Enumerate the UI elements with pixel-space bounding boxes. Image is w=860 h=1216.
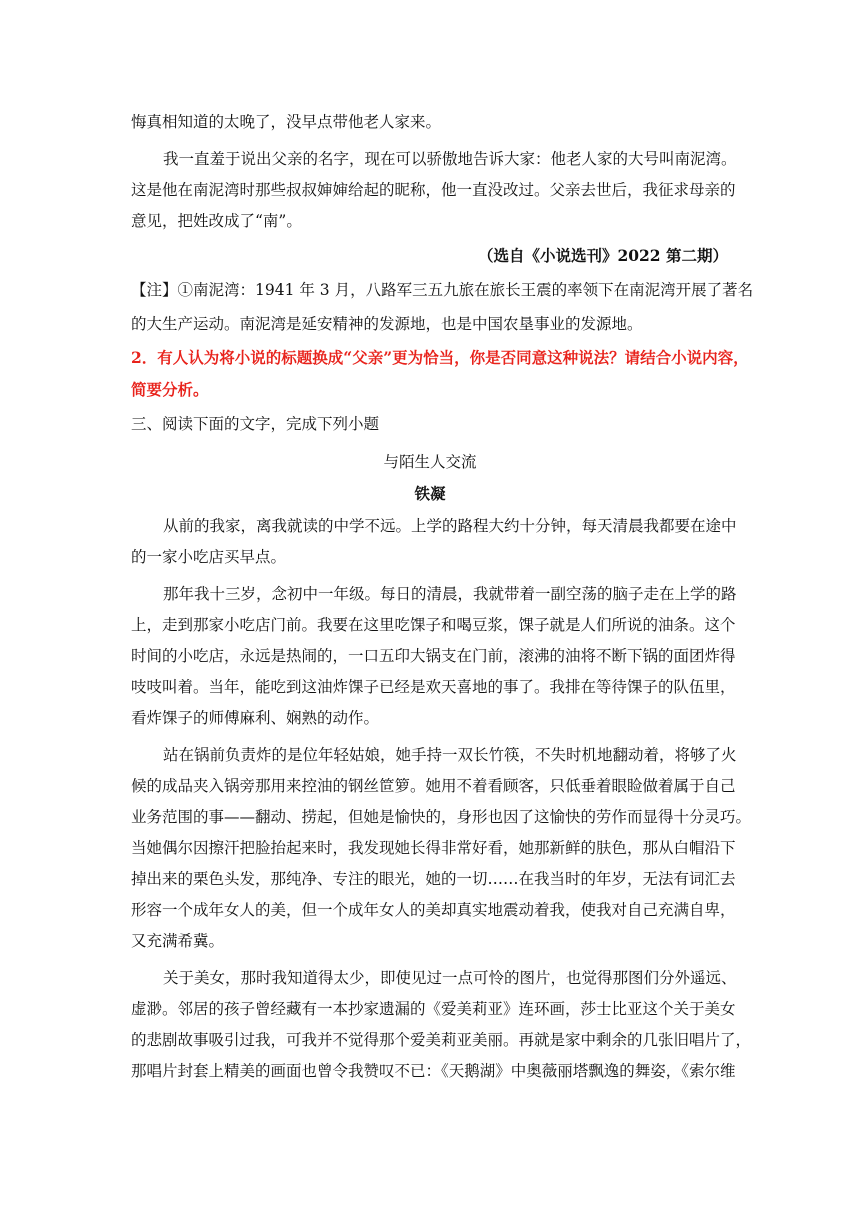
- story-text-line: 我一直羞于说出父亲的名字，现在可以骄傲地告诉大家：他老人家的大号叫南泥湾。: [163, 150, 737, 168]
- article-text-line: 掉出来的栗色头发，那纯净、专注的眼光，她的一切……在我当时的年岁，无法有词汇去: [131, 870, 736, 888]
- article-text-line: 虚渺。邻居的孩子曾经藏有一本抄家遗漏的《爱美莉亚》连环画，莎士比亚这个关于美女: [131, 1000, 736, 1018]
- story-text-line: 悔真相知道的太晚了，没早点带他老人家来。: [131, 113, 442, 131]
- article-text-line: 那年我十三岁，念初中一年级。每日的清晨，我就带着一副空荡的脑子走在上学的路: [163, 585, 737, 603]
- article-text-line: 吱吱叫着。当年，能吃到这油炸馃子已经是欢天喜地的事了。我排在等待馃子的队伍里，: [131, 678, 736, 696]
- article-text-line: 形容一个成年女人的美，但一个成年女人的美却真实地震动着我，使我对自己充满自卑，: [131, 901, 736, 919]
- article-text-line: 业务范围的事——翻动、捞起，但她是愉快的，身形也因了这愉快的劳作而显得十分灵巧。: [131, 808, 752, 826]
- story-text-line: 这是他在南泥湾时那些叔叔婶婶给起的昵称，他一直没改过。父亲去世后，我征求母亲的: [131, 181, 736, 199]
- article-title: 与陌生人交流: [383, 453, 477, 471]
- article-text-line: 关于美女，那时我知道得太少，即使见过一点可怜的图片，也觉得那图们分外遥远、: [163, 969, 737, 987]
- source-citation: （选自《小说选刊》2022 第二期）: [477, 246, 728, 265]
- article-text-line: 又充满希冀。: [131, 932, 225, 950]
- section-heading: 三、阅读下面的文字，完成下列小题: [131, 415, 380, 433]
- article-text-line: 站在锅前负责炸的是位年轻姑娘，她手持一双长竹筷，不失时机地翻动着，将够了火: [163, 746, 737, 764]
- article-text-line: 上，走到那家小吃店门前。我要在这里吃馃子和喝豆浆，馃子就是人们所说的油条。这个: [131, 616, 736, 634]
- article-text-line: 当她偶尔因擦汗把脸抬起来时，我发现她长得非常好看，她那新鲜的肤色，那从白帽沿下: [131, 839, 736, 857]
- article-text-line: 的一家小吃店买早点。: [131, 548, 287, 566]
- article-text-line: 从前的我家，离我就读的中学不远。上学的路程大约十分钟，每天清晨我都要在途中: [163, 517, 737, 535]
- article-text-line: 看炸馃子的师傅麻利、娴熟的动作。: [131, 709, 380, 727]
- article-author: 铁凝: [414, 484, 446, 503]
- article-text-line: 那唱片封套上精美的画面也曾令我赞叹不已：《天鹅湖》中奥薇丽塔飘逸的舞姿，《索尔维: [131, 1062, 736, 1080]
- footnote-line: 的大生产运动。南泥湾是延安精神的发源地，也是中国农垦事业的发源地。: [131, 315, 643, 333]
- question-2-line: 简要分析。: [131, 380, 209, 399]
- story-text-line: 意见，把姓改成了“南”。: [131, 212, 302, 230]
- article-text-line: 时间的小吃店，永远是热闹的，一口五印大锅支在门前，滚沸的油将不断下锅的面团炸得: [131, 647, 736, 665]
- article-text-line: 的悲剧故事吸引过我，可我并不觉得那个爱美莉亚美丽。再就是家中剩余的几张旧唱片了，: [131, 1031, 752, 1049]
- article-text-line: 候的成品夹入锅旁那用来控油的钢丝笸箩。她用不着看顾客，只低垂着眼睑做着属于自己: [131, 777, 736, 795]
- question-2-line: 2．有人认为将小说的标题换成“父亲”更为恰当，你是否同意这种说法？请结合小说内容，: [131, 348, 749, 367]
- footnote-line: 【注】①南泥湾：1941 年 3 月，八路军三五九旅在旅长王震的率领下在南泥湾开展了著名: [131, 281, 754, 299]
